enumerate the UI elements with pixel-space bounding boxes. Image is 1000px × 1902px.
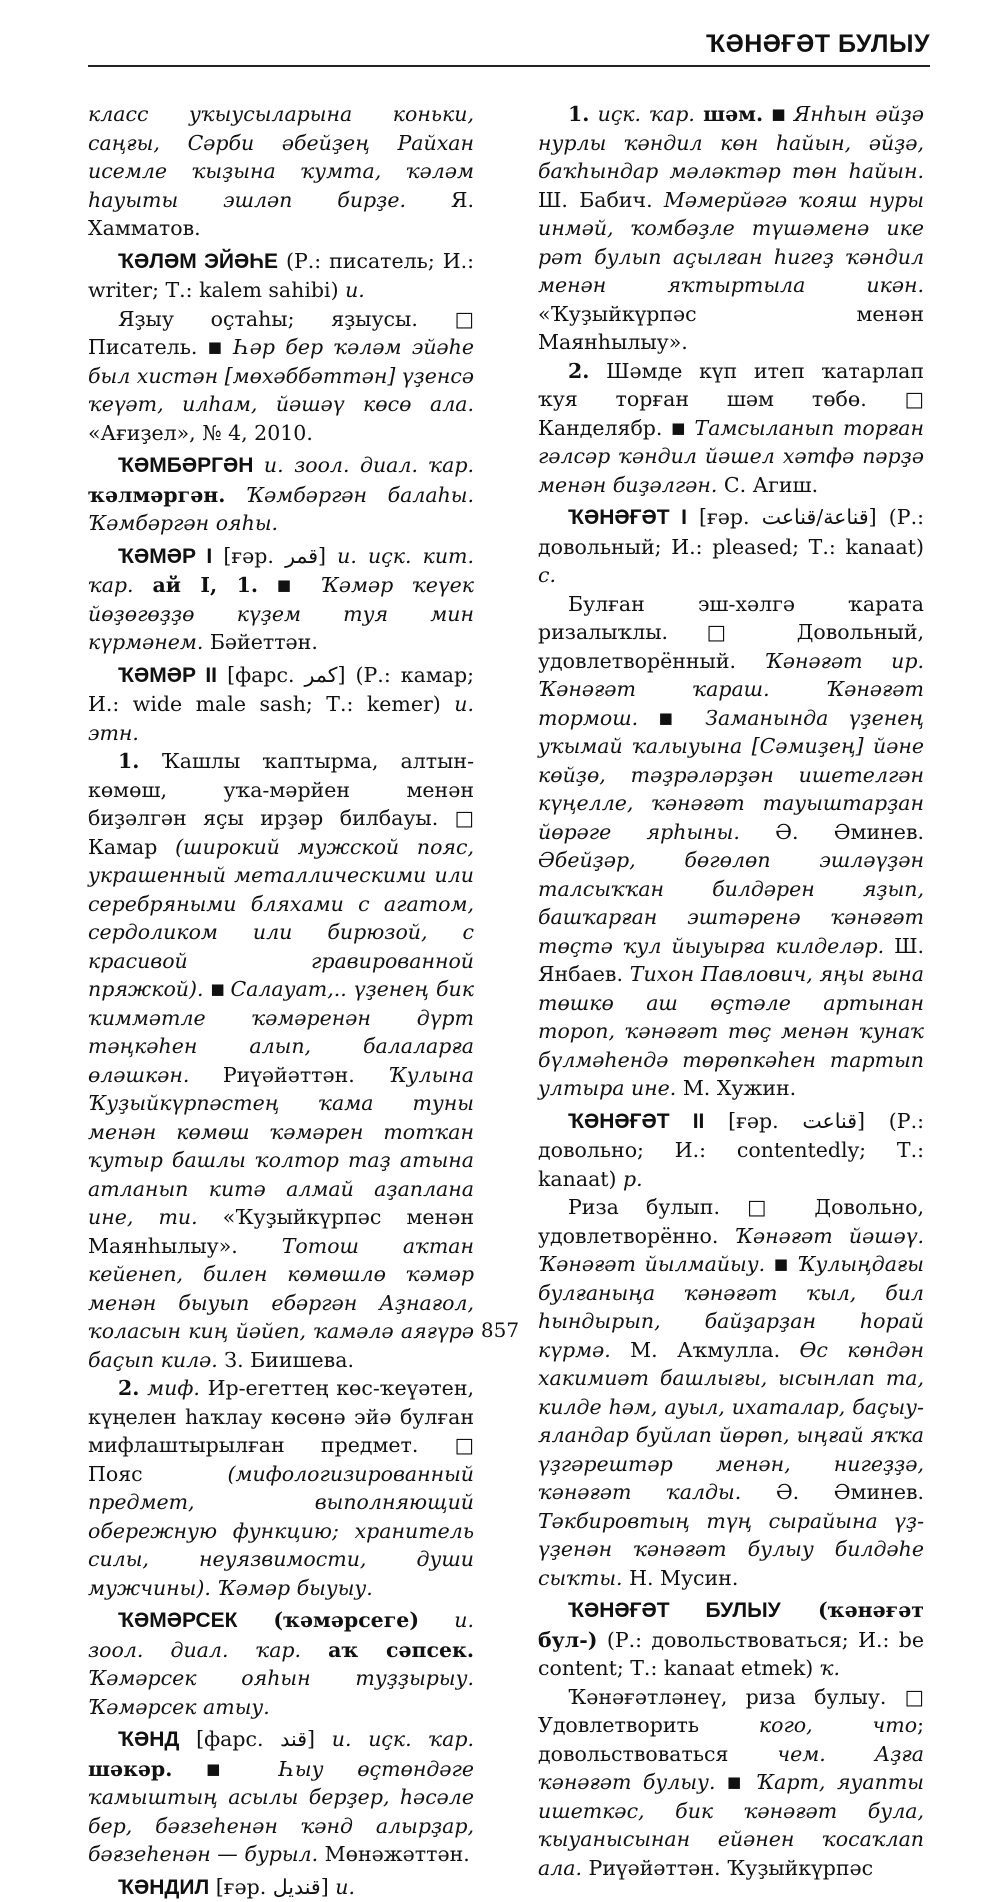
bold-text: ай I, 1. [152,573,258,597]
example-marker: ■ [208,338,235,356]
plain-text: [фарс. قند] [179,1727,331,1751]
entry-kamar-2 [88,661,474,748]
example-marker: ■ [211,980,231,998]
plain-text: Бәйеттән. [203,630,318,654]
plain-text [715,1770,727,1794]
bold-text: шәкәр. [88,1757,172,1781]
italic-text: Ҡәмәр быуыу. [217,1576,372,1600]
plain-text: «Ағиҙел», № 4, 2010. [88,421,313,445]
plain-text: М. Хужин. [676,1076,796,1100]
definition-kalam-eyahe [88,305,474,448]
italic-text: (широкий мужской пояс, украшенный металлическими или серебряными бляхами с агатом, сердоликом или бирюзой, с красивой гравированной пряжкой). [88,835,474,1002]
italic-text: ҡ. [820,1656,840,1680]
plain-text: Яҙыу оҫтаһы; яҙыусы. □ Писатель. [88,307,474,360]
plain-text: Риза булып. □ Довольно, удовлетворённо. [538,1195,924,1248]
italic-text: Ҡәмәр ҡеүек йөҙөгөҙҙө күҙем туя мин күрмәнем. [88,573,474,654]
plain-text: Мөнәжәттән. [318,1842,470,1866]
example-marker: ■ [774,1255,797,1273]
italic-text: миф. [139,1376,200,1400]
plain-text: З. Биишева. [218,1348,354,1372]
example-marker: ■ [771,105,793,123]
italic-text: класс уҡыусыларына коньки, саңғы, Сәрби әбейҙең Райхан исемле ҡыҙына ҡумта, ҡәләм һауыты эшләп бирҙе. [88,102,474,212]
headword: ҠӘНӘҒӘТ II [568,1110,704,1133]
plain-text: Шәмде күп итеп ҡатарлап ҡуя торған шәм төбө. □ Канделябр. [538,359,924,440]
entry-kandil [88,1873,474,1902]
plain-text: Ә. Әминев. [740,820,924,844]
headword: ҠӘЛӘМ ЭЙӘҺЕ [118,250,278,273]
right-column [538,100,924,1882]
entry-kanagat-1 [538,503,924,590]
plain-text [765,1252,774,1276]
italic-text: Ҡәмәрсек ояһын туҙҙырыу. Ҡәмәрсек атыу. [88,1666,474,1719]
plain-text: [ғәр. قناعت] (Р.: довольно; И.: contentedly; Т.: kanaat) [538,1109,924,1191]
plain-text: «Ҡуҙыйкүрпәс менән Маянһылыу». [538,302,924,355]
entry-kanagat-buluu [538,1596,924,1683]
italic-text: Янһын әйҙә нурлы ҡәндил көн һайын, әйҙә, баҡһындар мәләктәр төн һайын. [538,102,924,183]
italic-text: Ҡулына Ҡуҙыйкүрпәстең ҡама туны менән көмөш ҡәмәрен тотҡан ҡутыр башлы ҡолтор таҙ атына атланып китә алмай аҙаплана ине, ти. [88,1063,474,1230]
example-marker: ■ [277,576,321,594]
left-column [88,100,474,1902]
italic-text: иҫк. ҡар. [589,102,703,126]
plain-text: [ғәр. قنديل] [209,1875,335,1899]
italic-text: Тамсыланып торған гәлсәр ҡәндил йәшел хәтфә пәрҙә менән биҙәлгән. [538,416,924,497]
definition-kanagat-buluu [538,1683,924,1883]
italic-text: Тәкбировтың түң сырайына үҙ-үҙенән ҡәнәғәт булыу билдәһе сыҡты. [538,1509,924,1590]
plain-text: М. Аҡмулла. [611,1338,800,1362]
sense-kamar-2-1 [88,747,474,1374]
bold-text: (ҡәнәғәт бул-) [538,1598,924,1652]
italic-text: и. зоол. диал. ҡар. [253,453,474,477]
italic-text: и. этн. [88,692,474,745]
plain-text: «Ҡуҙыйкүрпәс менән Маянһылыу». [88,1205,474,1258]
italic-text: Салауат,.. үҙенең бик ҡиммәтле ҡәмәренән дүрт тәңкәһен алып, балаларға өләшкән. [88,977,474,1087]
plain-text: Н. Мусин. [623,1566,739,1590]
entry-kambargan [88,451,474,538]
plain-text: Я. Хамматов. [88,188,474,241]
italic-text: чем. Аҙға ҡәнәғәт булыу. [538,1742,924,1795]
plain-text: (Р.: писатель; И.: writer; Т.: kalem sahibi) [88,249,474,303]
headword: ҠӘНДИЛ [118,1876,209,1899]
plain-text [258,573,277,597]
entry-kanagat-2 [538,1107,924,1194]
italic-text: Ҡарт, яуапты ишеткәс, бик ҡәнәғәт була, ҡыуанысынан ейәнен ҡосаҡлап ала. [538,1770,924,1880]
bold-text: 2. [118,1376,139,1400]
plain-text: Ш. Бабич. [538,188,664,212]
bold-text: шәм. [703,102,763,126]
bold-text: (ҡәмәрсеге) [237,1608,419,1632]
italic-text: Тихон Павлович, яңы ғына төшкө аш өҫтәле артынан тороп, ҡәнәғәт төҫ менән ҡунаҡ бүлмәһендә төрөпкәһен тартып ултыра ине. [538,962,924,1100]
italic-text: Мәмерйәгә ҡояш нуры инмәй, ҡомбәҙле түшәменә ике рәт булып аҫылған һигеҙ ҡәндил менән яҡтыртыла икән. [538,188,924,298]
plain-text: [фарс. كمر] (Р.: камар; И.: wide male sash; Т.: kemer) [88,663,474,717]
running-header: ҠӘНӘҒӘТ БУЛЫУ [88,30,930,67]
headword: ҠӘМӘР II [118,664,217,687]
italic-text: Ҡәмбәргән балаһы. Ҡәмбәргән ояһы. [88,483,474,536]
plain-text: ; довольствоваться [538,1713,924,1766]
plain-text: (Р.: довольствоваться; И.: be content; Т.: kanaat etmek) [538,1628,924,1681]
italic-text: и. иҫк. ҡар. [332,1727,474,1751]
headword: ҠӘНӘҒӘТ I [568,506,687,529]
italic-text: и. иҫк. кит. ҡар. [88,544,474,598]
plain-text [638,706,658,730]
italic-text: Һыу өҫтөндәге ҡамыштың асылы берҙер, һәсәле бер, бәғзеһенән ҡәнд алырҙар, бәғзеһенән — бурыл. [88,1757,474,1867]
example-marker: ■ [727,1773,756,1791]
page-number: 857 [0,1318,1000,1342]
italic-text: Өс көндән хакимиәт башлығы, ысынлап та, килде һәм, ауыл, ихаталар, баҫыу-яландар буйлап йөрөп, ыңғай яҡҡа үҙгәрештәр менән, нигеҙҙә, ҡәнәғәт ҡалды. [538,1338,924,1505]
headword: ҠӘМБӘРГӘН [118,454,253,477]
plain-text: Ҡәнәғәтләнеү, риза булыу. □ Удовлетворить [538,1685,924,1738]
headword: ҠӘМӘРСЕК [118,1609,237,1632]
entry-kand [88,1725,474,1869]
plain-text: Булған эш-хәлгә ҡарата ризалыҡлы. □ Довольный, удовлетворённый. [538,592,924,673]
entry-kalam-eyahe [88,247,474,305]
italic-text: и. [335,1875,355,1899]
italic-text: кого, что [759,1713,917,1737]
italic-text: Һәр бер ҡәләм эйәһе был хистән [мөхәббәттән] үҙенсә ҡеүәт, илһам, йәшәү көсө ала. [88,335,474,416]
italic-text: Ҡулыңдағы булғаныңа ҡәнәғәт ҡыл, бил һындырып, байҙарҙан һорай күрмә. [538,1252,924,1362]
example-marker: ■ [671,419,694,437]
plain-text: Ә. Әминев. [741,1480,924,1504]
plain-text [172,1757,206,1781]
headword: ҠӘНӘҒӘТ БУЛЫУ [568,1599,781,1622]
italic-text: Заманында үҙенең уҡымай ҡалыуына [Сәмиҙең] йәне көйҙө, тәҙрәләрҙән ишетелгән күңелле, ҡәнәғәт тауыштарҙан йөрәге ярһыны. [538,706,924,844]
bold-text: 2. [568,359,589,383]
italic-text: Ҡәнәғәт йәшәү. Ҡәнәғәт йылмайыу. [538,1224,924,1277]
sense-kamar-2-2 [88,1374,474,1602]
italic-text: р. [623,1167,643,1191]
definition-kanagat-1 [538,590,924,1103]
bold-text: 1. [568,102,589,126]
sense-kandil-1 [538,100,924,357]
italic-text: Әбейҙәр, бөгөлөп эшләүҙән талсыҡҡан билдәрен яҙып, башҡарған эштәренә ҡәнәғәт төҫтә ҡул йыуырға килделәр. [538,848,924,958]
definition-kanagat-2 [538,1193,924,1592]
bold-text: ҡәлмәргән. [88,483,225,507]
plain-text: С. Агиш. [717,473,818,497]
plain-text: Ир-егеттең көс-ҡеүәтен, күңелен һаҡлау көсөнә эйә булған мифлаштырылған предмет. □ Пояс [88,1376,474,1486]
plain-text: Риүәйәттән. [189,1063,388,1087]
plain-text: [ғәр. قناعة/قناعت] (Р.: довольный; И.: pleased; Т.: kanaat) [538,505,924,559]
italic-text: (мифологизированный предмет, выполняющий обережную функцию; хранитель силы, неуязвимости, души мужчины). [88,1462,474,1600]
plain-text: Риүәйәттән. Ҡуҙыйкүрпәс [582,1856,873,1880]
bold-text: аҡ сәпсек. [328,1638,474,1662]
plain-text: [ғәр. قمر] [212,544,337,568]
italic-text: Тотош аҡтан кейенеп, билен көмөшлө ҡәмәр менән быуып ебәргән Аҙнағол, ҡоласын киң йәйеп, ҡамәлә аяғүрә баҫып килә. [88,1234,474,1372]
plain-text: Ш. Янбаев. [538,934,924,987]
plain-text: Ҡашлы ҡаптырма, алтын-көмөш, уҡа-мәрйен менән биҙәлгән яҫы ирҙәр билбауы. □ Камар [88,749,474,859]
entry-kamar-1 [88,542,474,657]
italic-text: с. [538,563,556,587]
example-marker: ■ [659,709,706,727]
italic-text: и. [345,278,365,302]
plain-text [204,977,211,1001]
example-marker: ■ [206,1760,279,1778]
entry-continuation [88,100,474,243]
entry-kamarsek [88,1606,474,1721]
bold-text: 1. [118,749,139,773]
sense-kandil-2 [538,357,924,500]
italic-text: Ҡәнәғәт ир. Ҡәнәғәт ҡараш. Ҡәнәғәт тормош. [538,649,924,730]
headword: ҠӘНД [118,1728,179,1751]
headword: ҠӘМӘР I [118,545,212,568]
italic-text: и. зоол. диал. ҡар. [88,1608,474,1662]
